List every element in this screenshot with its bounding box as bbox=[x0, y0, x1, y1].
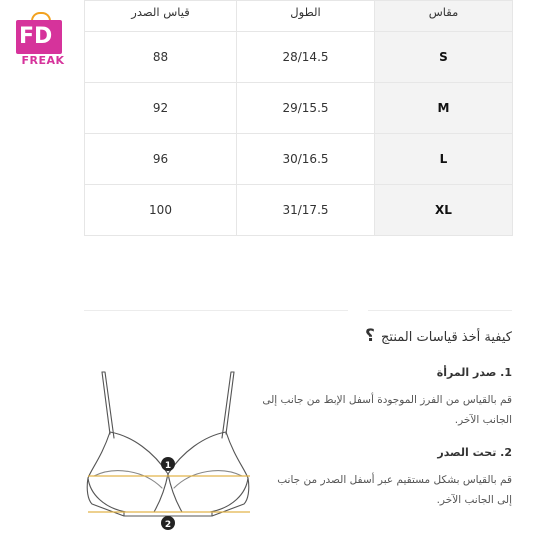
length-cell: 31/17.5 bbox=[237, 185, 375, 236]
right-cup-icon bbox=[168, 432, 248, 512]
section-divider bbox=[368, 310, 512, 311]
size-chart-table bbox=[84, 0, 513, 236]
guide-title-text: كيفية أخذ قياسات المنتج bbox=[381, 330, 512, 345]
left-cup-icon bbox=[88, 432, 168, 512]
bust-cell: 96 bbox=[85, 134, 237, 185]
step-2-heading: 2. تحت الصدر bbox=[437, 446, 512, 459]
section-divider bbox=[84, 310, 348, 311]
bust-cell: 92 bbox=[85, 83, 237, 134]
marker-2-label: 2 bbox=[164, 520, 172, 530]
logo-text: FREAK bbox=[21, 54, 65, 67]
header-size: مقاس bbox=[375, 1, 513, 32]
table-row bbox=[85, 32, 513, 83]
bra-measurement-diagram bbox=[84, 366, 254, 532]
header-bust: قياس الصدر bbox=[85, 1, 237, 32]
size-cell: M bbox=[375, 83, 513, 134]
size-cell: S bbox=[375, 32, 513, 83]
bust-cell: 88 bbox=[85, 32, 237, 83]
step-1-heading: 1. صدر المرأة bbox=[436, 366, 512, 379]
table-row bbox=[85, 134, 513, 185]
logo-mark: FD bbox=[19, 24, 53, 49]
table-header-row bbox=[85, 1, 513, 32]
size-cell: XL bbox=[375, 185, 513, 236]
question-mark-icon: ؟ bbox=[365, 326, 375, 346]
brand-logo[interactable] bbox=[12, 10, 68, 68]
marker-1-label: 1 bbox=[164, 461, 172, 471]
length-cell: 28/14.5 bbox=[237, 32, 375, 83]
table-row bbox=[85, 185, 513, 236]
step-2-body: قم بالقياس بشكل مستقيم عبر أسفل الصدر من جانب إلى الجانب الآخر. bbox=[277, 474, 512, 506]
header-length: الطول bbox=[237, 1, 375, 32]
length-cell: 30/16.5 bbox=[237, 134, 375, 185]
table-row bbox=[85, 83, 513, 134]
step-1-body: قم بالقياس من الفرز الموجودة أسفل الإبط من جانب إلى الجانب الآخر. bbox=[262, 394, 512, 426]
bust-cell: 100 bbox=[85, 185, 237, 236]
size-cell: L bbox=[375, 134, 513, 185]
length-cell: 29/15.5 bbox=[237, 83, 375, 134]
guide-title bbox=[262, 326, 512, 346]
